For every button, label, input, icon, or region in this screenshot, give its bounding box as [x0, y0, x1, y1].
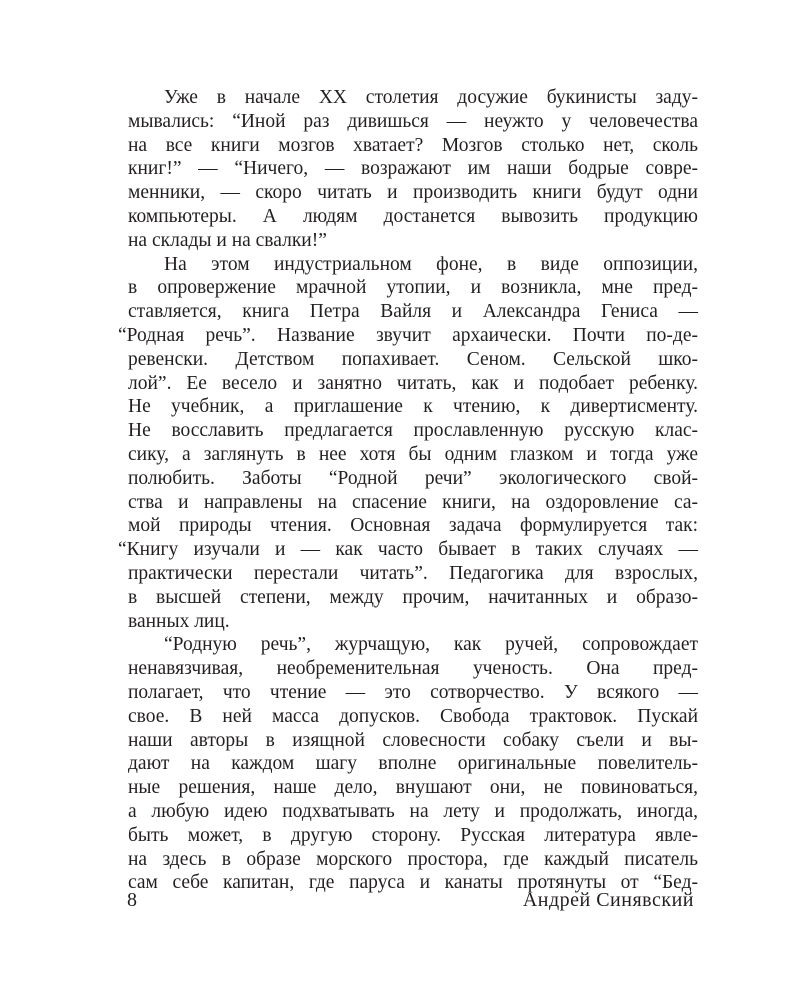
text-line: на здесь в образе морского простора, где каждый писатель	[128, 848, 698, 870]
text-line: свое. В ней масса допусков. Свобода трактовок. Пускай	[128, 705, 698, 727]
text-line: ства и направлены на спасение книги, на оздоровление са-	[128, 491, 698, 513]
body-text	[118, 86, 698, 895]
running-footer-author: Андрей Синявский	[522, 889, 694, 911]
text-line: дают на каждом шагу вполне оригинальные повелитель-	[128, 753, 698, 775]
text-line: лой”. Ее весело и занятно читать, как и подобает ребенку.	[128, 372, 698, 394]
text-line: полюбить. Заботы “Родной речи” экологического свой-	[128, 467, 698, 489]
text-line: быть может, в другую сторону. Русская литература явле-	[128, 824, 698, 846]
text-line: в высшей степени, между прочим, начитанных и образо-	[128, 586, 698, 608]
text-line: наши авторы в изящной словесности собаку съели и вы-	[128, 729, 698, 751]
page-number: 8	[127, 889, 137, 911]
text-line: компьютеры. А людям достанется вывозить продукцию	[128, 205, 698, 227]
text-line: на все книги мозгов хватает? Мозгов столько нет, сколь	[128, 134, 698, 156]
text-line: ные решения, наше дело, внушают они, не повиноваться,	[128, 777, 698, 799]
text-line: сику, а заглянуть в нее хотя бы одним глазком и тогда уже	[128, 443, 698, 465]
text-line: сам себе капитан, где паруса и канаты протянуты от “Бед-	[128, 872, 698, 894]
text-line: ванных лиц.	[128, 610, 230, 632]
text-line: ревенски. Детством попахивает. Сеном. Сельской шко-	[128, 348, 698, 370]
text-line: “Родную речь”, журчащую, как ручей, сопровождает	[164, 634, 698, 656]
text-line: полагает, что чтение — это сотворчество. У всякого —	[128, 681, 698, 703]
text-line: а любую идею подхватывать на лету и продолжать, иногда,	[128, 800, 698, 822]
text-line: Не восславить предлагается прославленную русскую клас-	[128, 420, 698, 442]
text-line: “Книгу изучали и — как часто бывает в таких случаях —	[118, 539, 698, 561]
text-line: мывались: “Иной раз дивишься — неужто у человечества	[128, 110, 698, 132]
text-line: менники, — скоро читать и производить книги будут одни	[128, 182, 698, 204]
text-line: в опровержение мрачной утопии, и возникла, мне пред-	[128, 277, 698, 299]
text-line: Не учебник, а приглашение к чтению, к дивертисменту.	[128, 396, 698, 418]
text-line: ставляется, книга Петра Вайля и Александра Гениса —	[128, 301, 698, 323]
text-line: Уже в начале XX столетия досужие букинисты заду-	[164, 87, 698, 108]
text-line: “Родная речь”. Название звучит архаически. Почти по-де-	[118, 324, 698, 346]
text-line: книг!” — “Ничего, — возражают им наши бодрые совре-	[128, 158, 698, 180]
text-line: ненавязчивая, необременительная ученость. Она пред-	[128, 658, 698, 680]
text-line: практически перестали читать”. Педагогика для взрослых,	[128, 562, 698, 584]
text-line: мой природы чтения. Основная задача формулируется так:	[128, 515, 698, 537]
text-line: на склады и на свалки!”	[128, 229, 327, 251]
text-line: На этом индустриальном фоне, в виде оппозиции,	[164, 253, 698, 275]
